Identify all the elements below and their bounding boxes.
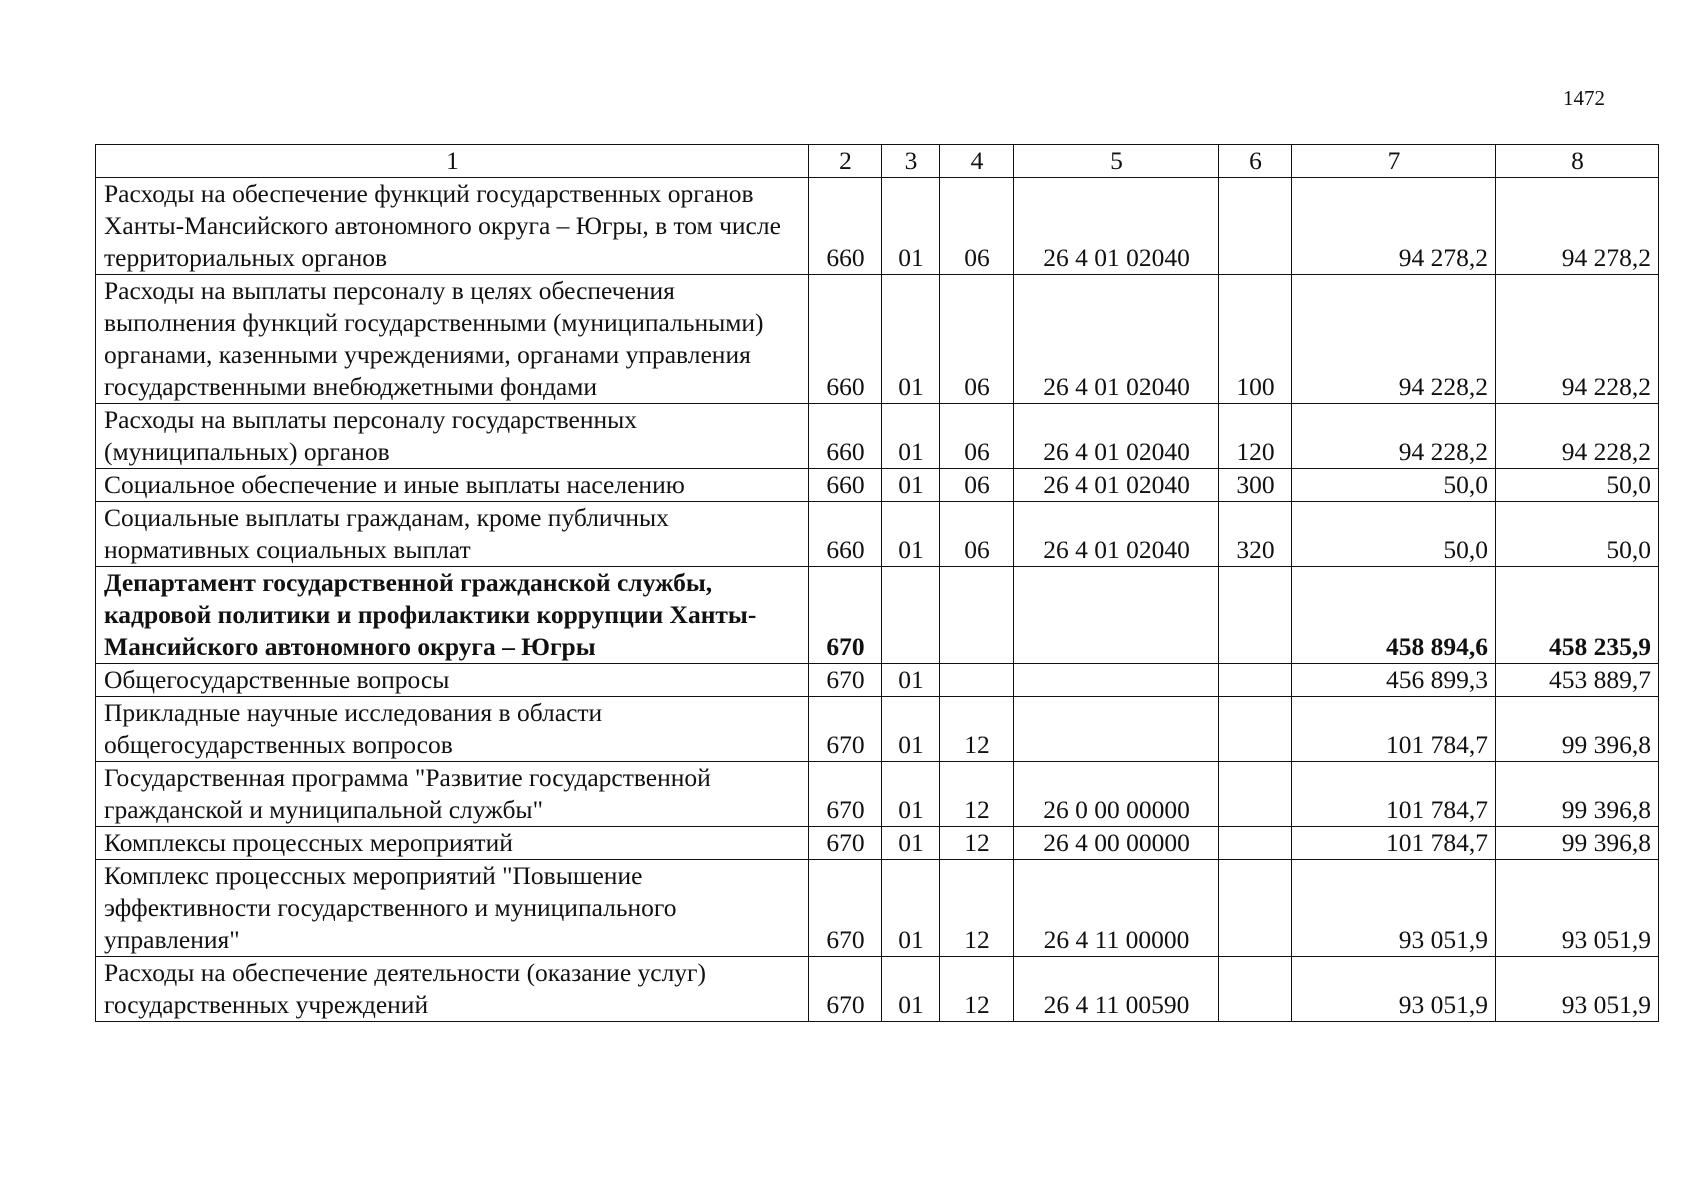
cell-col8: 99 396,8 — [1496, 697, 1659, 762]
cell-col6: 120 — [1219, 404, 1292, 469]
cell-col7: 456 899,3 — [1292, 664, 1496, 697]
cell-col6 — [1219, 762, 1292, 827]
cell-col3: 01 — [882, 275, 940, 404]
cell-col6 — [1219, 957, 1292, 1022]
cell-col2: 660 — [809, 502, 882, 567]
cell-col3: 01 — [882, 664, 940, 697]
cell-col4: 06 — [940, 275, 1014, 404]
cell-col5: 26 4 01 02040 — [1014, 502, 1219, 567]
row-name: Расходы на выплаты персоналу государственных (муниципальных) органов — [96, 404, 809, 469]
cell-col6 — [1219, 697, 1292, 762]
cell-col7: 458 894,6 — [1292, 567, 1496, 664]
cell-col3: 01 — [882, 404, 940, 469]
cell-col8: 99 396,8 — [1496, 827, 1659, 860]
table-row — [96, 957, 1659, 1022]
cell-col5 — [1014, 567, 1219, 664]
cell-col6 — [1219, 860, 1292, 957]
cell-col6 — [1219, 178, 1292, 275]
cell-col2: 670 — [809, 860, 882, 957]
table-row — [96, 762, 1659, 827]
cell-col7: 94 228,2 — [1292, 275, 1496, 404]
cell-col2: 660 — [809, 178, 882, 275]
cell-col2: 670 — [809, 664, 882, 697]
cell-col3: 01 — [882, 178, 940, 275]
row-name: Расходы на обеспечение функций государственных органов Ханты-Мансийского автономного округа – Югры, в том числе территориальных органов — [96, 178, 809, 275]
cell-col6: 300 — [1219, 469, 1292, 502]
cell-col4: 06 — [940, 404, 1014, 469]
table-row — [96, 827, 1659, 860]
cell-col8: 50,0 — [1496, 502, 1659, 567]
cell-col8: 458 235,9 — [1496, 567, 1659, 664]
cell-col3 — [882, 567, 940, 664]
cell-col6: 100 — [1219, 275, 1292, 404]
cell-col8: 99 396,8 — [1496, 762, 1659, 827]
cell-col7: 101 784,7 — [1292, 827, 1496, 860]
cell-col2: 660 — [809, 404, 882, 469]
table-row — [96, 697, 1659, 762]
row-name: Прикладные научные исследования в области общегосударственных вопросов — [96, 697, 809, 762]
cell-col5: 26 4 01 02040 — [1014, 469, 1219, 502]
table-row — [96, 664, 1659, 697]
cell-col4: 06 — [940, 178, 1014, 275]
cell-col5: 26 4 11 00000 — [1014, 860, 1219, 957]
cell-col7: 93 051,9 — [1292, 860, 1496, 957]
cell-col7: 94 278,2 — [1292, 178, 1496, 275]
cell-col2: 670 — [809, 762, 882, 827]
header-cell: 1 — [96, 145, 809, 178]
row-name: Социальные выплаты гражданам, кроме публичных нормативных социальных выплат — [96, 502, 809, 567]
cell-col3: 01 — [882, 762, 940, 827]
row-name: Департамент государственной гражданской службы, кадровой политики и профилактики коррупции Ханты-Мансийского автономного округа – Югры — [96, 567, 809, 664]
cell-col5: 26 0 00 00000 — [1014, 762, 1219, 827]
cell-col3: 01 — [882, 502, 940, 567]
cell-col2: 670 — [809, 567, 882, 664]
cell-col3: 01 — [882, 827, 940, 860]
cell-col2: 670 — [809, 827, 882, 860]
header-row — [96, 145, 1659, 178]
row-name: Общегосударственные вопросы — [96, 664, 809, 697]
cell-col7: 94 228,2 — [1292, 404, 1496, 469]
cell-col8: 94 228,2 — [1496, 404, 1659, 469]
cell-col2: 670 — [809, 957, 882, 1022]
cell-col7: 50,0 — [1292, 469, 1496, 502]
cell-col3: 01 — [882, 697, 940, 762]
cell-col5: 26 4 11 00590 — [1014, 957, 1219, 1022]
cell-col6 — [1219, 664, 1292, 697]
row-name: Расходы на обеспечение деятельности (оказание услуг) государственных учреждений — [96, 957, 809, 1022]
cell-col5: 26 4 01 02040 — [1014, 275, 1219, 404]
row-name: Государственная программа "Развитие государственной гражданской и муниципальной службы" — [96, 762, 809, 827]
cell-col4: 12 — [940, 827, 1014, 860]
cell-col7: 50,0 — [1292, 502, 1496, 567]
cell-col8: 453 889,7 — [1496, 664, 1659, 697]
cell-col4: 12 — [940, 860, 1014, 957]
cell-col2: 670 — [809, 697, 882, 762]
cell-col5 — [1014, 664, 1219, 697]
cell-col8: 93 051,9 — [1496, 860, 1659, 957]
table-row — [96, 860, 1659, 957]
budget-table — [95, 144, 1659, 1022]
cell-col4: 12 — [940, 957, 1014, 1022]
header-cell: 7 — [1292, 145, 1496, 178]
cell-col6: 320 — [1219, 502, 1292, 567]
cell-col4: 06 — [940, 502, 1014, 567]
table-row — [96, 404, 1659, 469]
cell-col8: 94 278,2 — [1496, 178, 1659, 275]
header-cell: 5 — [1014, 145, 1219, 178]
table-row-department — [96, 567, 1659, 664]
cell-col3: 01 — [882, 860, 940, 957]
cell-col8: 93 051,9 — [1496, 957, 1659, 1022]
cell-col6 — [1219, 827, 1292, 860]
cell-col5: 26 4 01 02040 — [1014, 404, 1219, 469]
table-row — [96, 469, 1659, 502]
cell-col6 — [1219, 567, 1292, 664]
cell-col3: 01 — [882, 957, 940, 1022]
page-number: 1472 — [1563, 86, 1605, 110]
table-row — [96, 502, 1659, 567]
header-cell: 4 — [940, 145, 1014, 178]
header-cell: 3 — [882, 145, 940, 178]
cell-col7: 93 051,9 — [1292, 957, 1496, 1022]
row-name: Комплекс процессных мероприятий "Повышение эффективности государственного и муниципального управления" — [96, 860, 809, 957]
header-cell: 6 — [1219, 145, 1292, 178]
cell-col5: 26 4 01 02040 — [1014, 178, 1219, 275]
row-name: Комплексы процессных мероприятий — [96, 827, 809, 860]
row-name: Социальное обеспечение и иные выплаты населению — [96, 469, 809, 502]
cell-col8: 50,0 — [1496, 469, 1659, 502]
cell-col3: 01 — [882, 469, 940, 502]
cell-col4: 06 — [940, 469, 1014, 502]
header-cell: 2 — [809, 145, 882, 178]
cell-col5: 26 4 00 00000 — [1014, 827, 1219, 860]
table-row — [96, 178, 1659, 275]
cell-col5 — [1014, 697, 1219, 762]
cell-col4 — [940, 664, 1014, 697]
cell-col8: 94 228,2 — [1496, 275, 1659, 404]
cell-col4: 12 — [940, 697, 1014, 762]
table-row — [96, 275, 1659, 404]
cell-col7: 101 784,7 — [1292, 697, 1496, 762]
row-name: Расходы на выплаты персоналу в целях обеспечения выполнения функций государственными (муниципальными) органами, казенными учреждениями, органами управления государственными внебюджетными фондами — [96, 275, 809, 404]
cell-col4 — [940, 567, 1014, 664]
header-cell: 8 — [1496, 145, 1659, 178]
cell-col4: 12 — [940, 762, 1014, 827]
cell-col2: 660 — [809, 469, 882, 502]
cell-col2: 660 — [809, 275, 882, 404]
cell-col7: 101 784,7 — [1292, 762, 1496, 827]
